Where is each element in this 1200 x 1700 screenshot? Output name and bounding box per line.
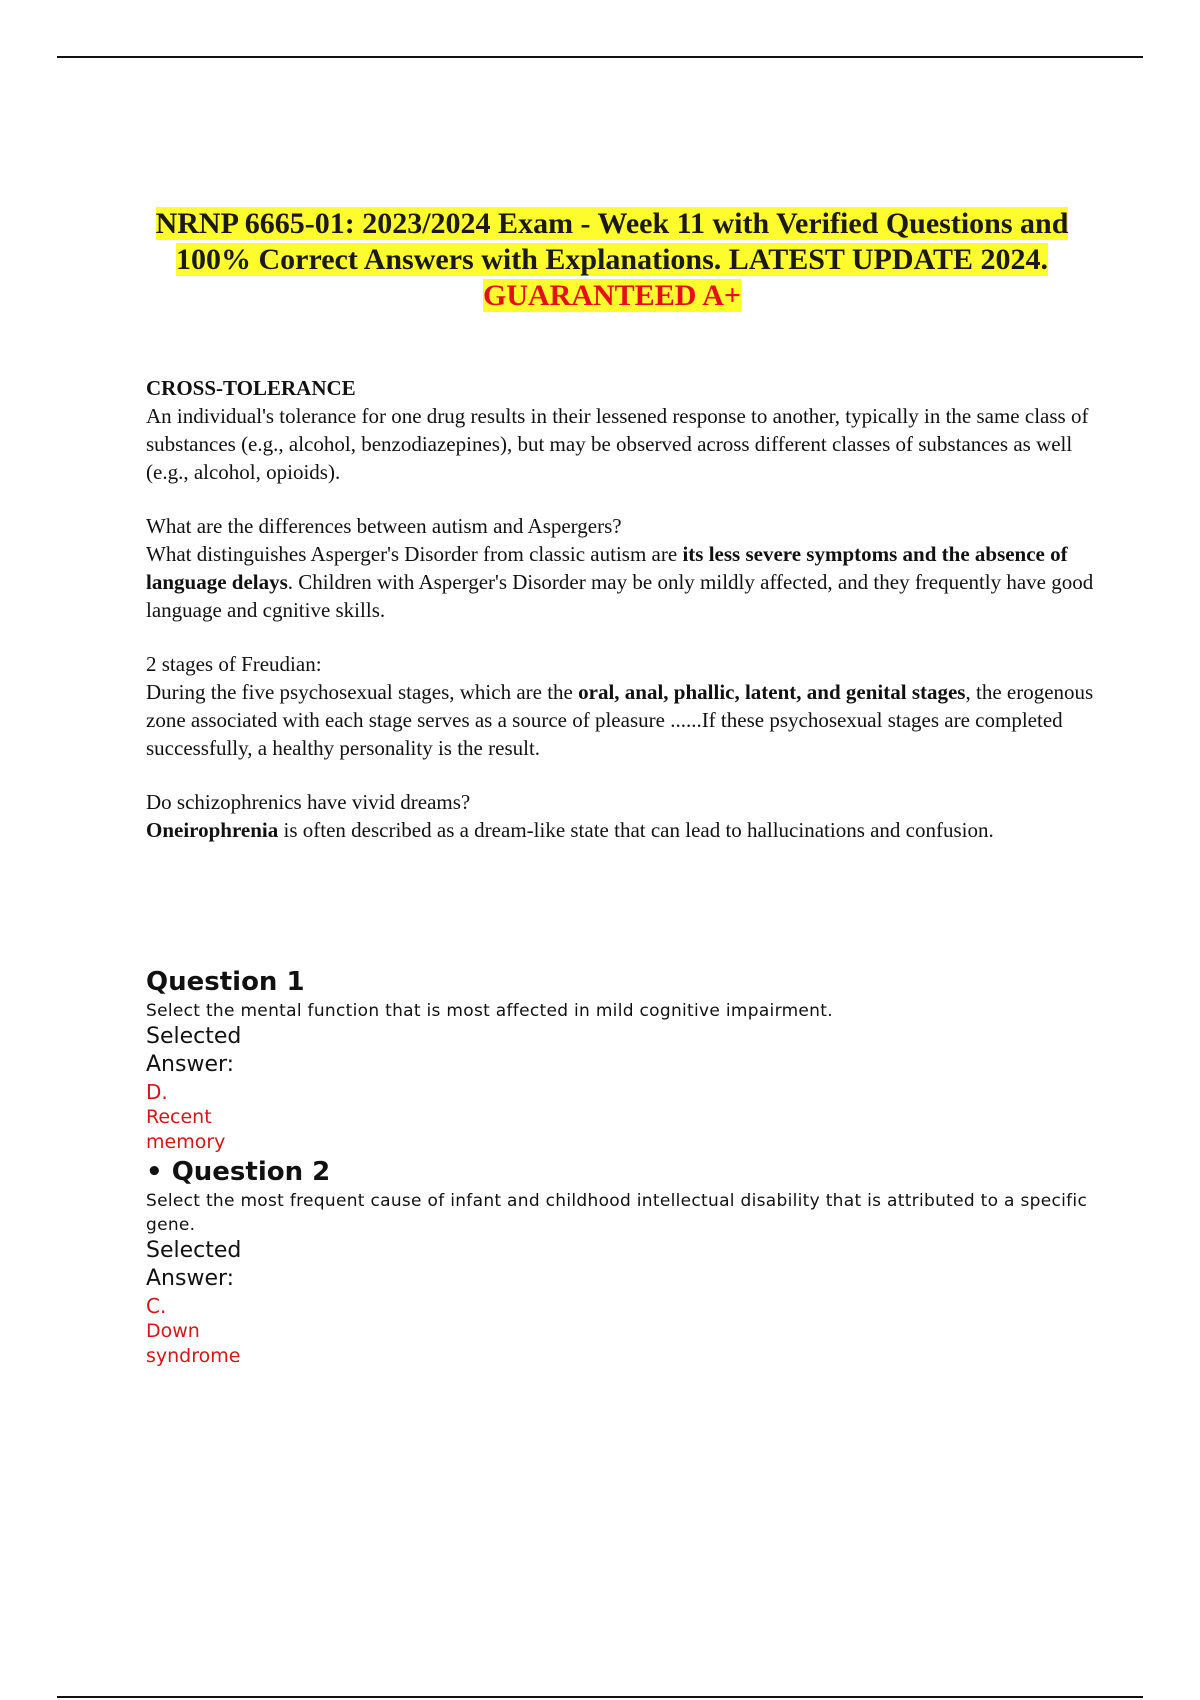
answer-bold: oral, anal, phallic, latent, and genital stages xyxy=(578,680,966,704)
entry-answer: An individual's tolerance for one drug results in their lessened response to another, typically in the same class of substances (e.g., alcohol, benzodiazepines), but may be observed across different classes of substances as well (e.g., alcohol, opioids). xyxy=(146,404,1089,484)
question-block xyxy=(146,965,1096,1155)
answer-post: , the erogenous zone associated with each stage serves as a source of pleasure ......If these psychosexual stages are completed successfully, a healthy personality is the result. xyxy=(146,680,1094,760)
answer-letter: D. xyxy=(146,1080,168,1104)
question-block xyxy=(146,1155,1096,1369)
question-title xyxy=(146,965,1096,999)
entry-question: 2 stages of Freudian: xyxy=(146,652,322,676)
top-rule xyxy=(57,56,1143,58)
exam-questions xyxy=(146,965,1096,1369)
answer-pre: During the five psychosexual stages, which are the xyxy=(146,680,579,704)
title-highlight xyxy=(156,207,1069,312)
answer-letter: C. xyxy=(146,1294,167,1318)
document-title xyxy=(140,206,1084,314)
selected-label: Selected xyxy=(146,1024,242,1049)
question-text: Select the mental function that is most affected in mild cognitive impairment. xyxy=(146,1001,833,1021)
title-text: NRNP 6665-01: 2023/2024 Exam - Week 11 with Verified Questions and 100% Correct Answers with Explanations. LATEST UPDATE 2024. xyxy=(155,207,1069,276)
qa-entry xyxy=(146,788,1096,844)
qa-entry xyxy=(146,374,1096,486)
qa-entry xyxy=(146,650,1096,762)
answer-post: is often described as a dream-like state that can lead to hallucinations and confusion. xyxy=(278,818,994,842)
answer-post: . Children with Asperger's Disorder may be only mildly affected, and they frequently have good language and cgnitive skills. xyxy=(146,570,1094,622)
entry-answer xyxy=(146,540,1096,624)
answer-pre: What distinguishes Asperger's Disorder from classic autism are xyxy=(146,542,683,566)
question-title-text: Question 1 xyxy=(146,967,305,997)
qa-entry xyxy=(146,512,1096,624)
question-title-text: Question 2 xyxy=(171,1157,331,1187)
answer-text-line: syndrome xyxy=(146,1345,241,1367)
entry-answer xyxy=(146,816,1096,844)
answer-text-line: memory xyxy=(146,1131,226,1153)
qa-content xyxy=(146,374,1096,870)
answer-bold: Oneirophrenia xyxy=(146,818,279,842)
answer-label: Answer: xyxy=(146,1052,235,1077)
guaranteed-badge: GUARANTEED A+ xyxy=(483,279,741,312)
entry-question: What are the differences between autism and Aspergers? xyxy=(146,514,622,538)
answer-bold: its less severe symptoms and the absence of language delays xyxy=(146,542,1068,594)
selected-label: Selected xyxy=(146,1238,242,1263)
bottom-rule xyxy=(57,1696,1143,1698)
entry-heading: CROSS-TOLERANCE xyxy=(146,376,356,400)
question-text: Select the most frequent cause of infant and childhood intellectual disability that is attributed to a specific gene. xyxy=(146,1191,1088,1235)
answer-label: Answer: xyxy=(146,1266,235,1291)
bullet-icon: • xyxy=(146,1157,163,1187)
question-title xyxy=(146,1155,1096,1189)
answer-text-line: Recent xyxy=(146,1106,212,1128)
entry-answer xyxy=(146,678,1096,762)
answer-text-line: Down xyxy=(146,1320,200,1342)
entry-question: Do schizophrenics have vivid dreams? xyxy=(146,790,471,814)
